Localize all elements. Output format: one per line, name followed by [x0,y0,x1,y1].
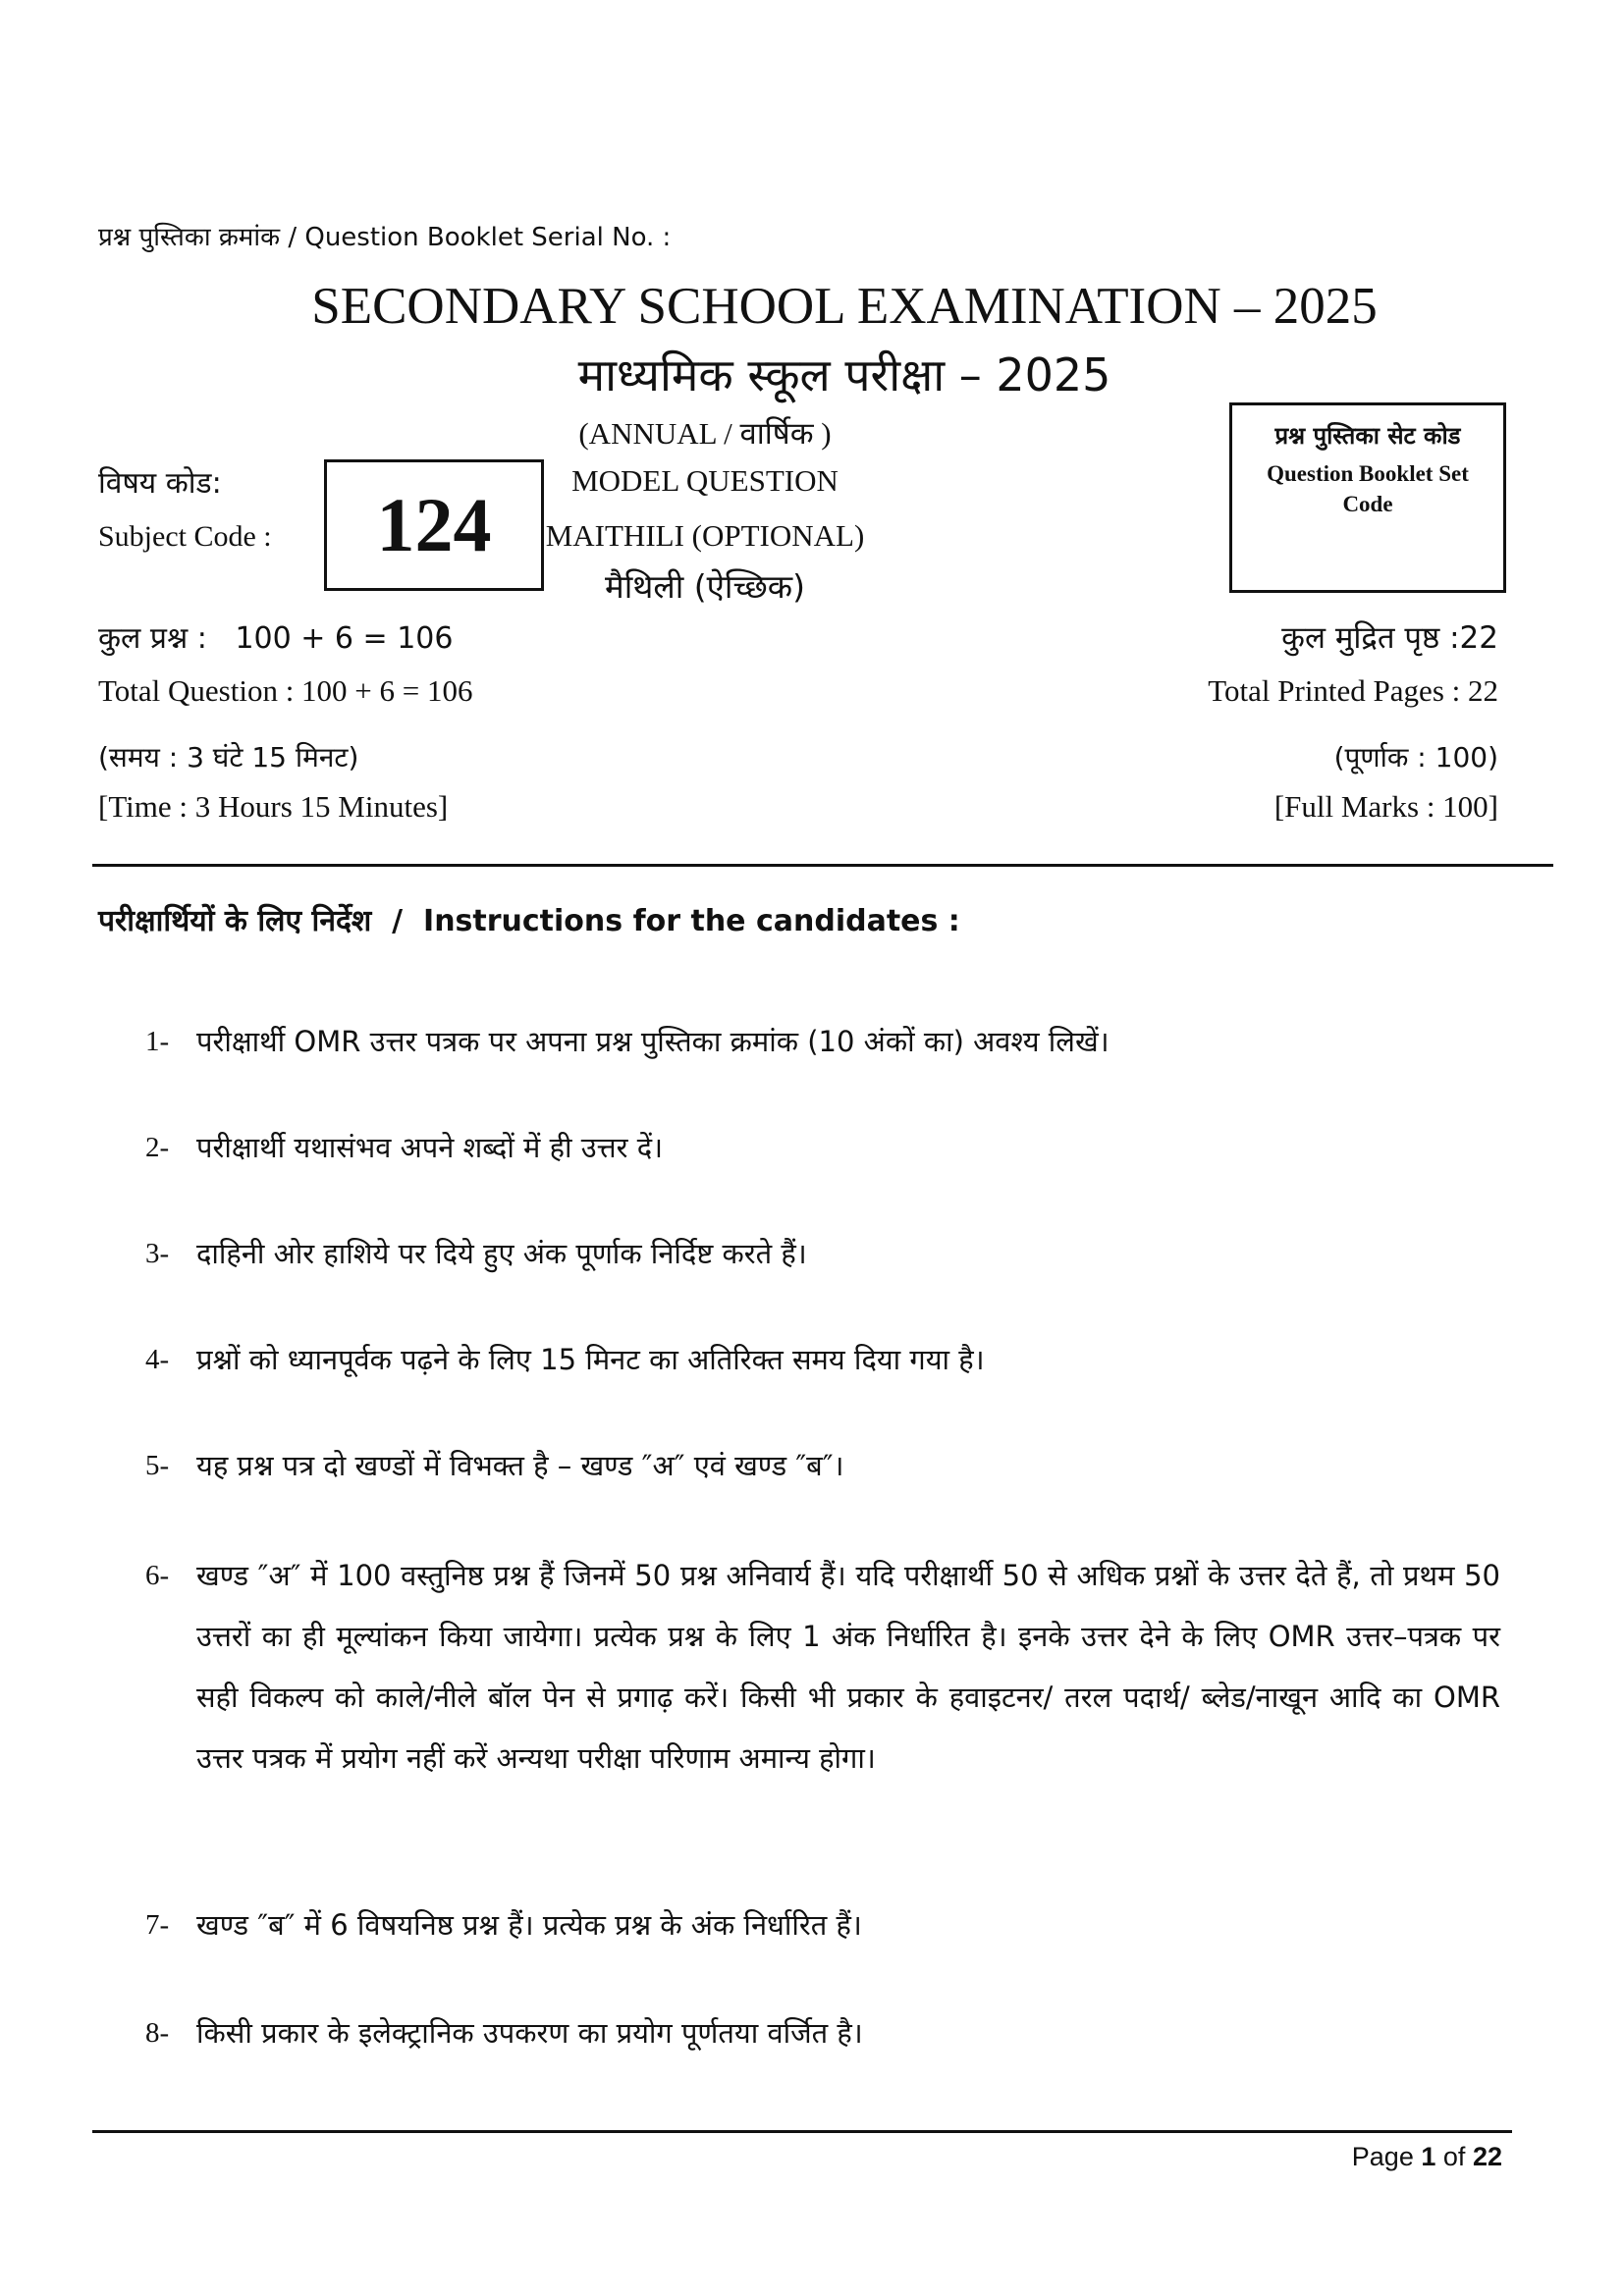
footer-divider [92,2130,1512,2133]
instruction-number: 1- [145,1026,170,1057]
total-pages-english: Total Printed Pages : 22 [1208,673,1498,708]
serial-number-label [98,218,671,253]
subject-name-hindi: मैथिली (ऐच्छिक) [605,567,805,606]
instruction-number: 4- [145,1344,170,1375]
page-current: 1 [1421,2142,1436,2171]
booklet-set-label-hindi: प्रश्न पुस्तिका सेट कोड [1274,422,1461,450]
subject-name-english: MAITHILI (OPTIONAL) [545,518,865,553]
instruction-number: 6- [145,1560,170,1591]
instruction-text: दाहिनी ओर हाशिये पर दिये हुए अंक पूर्णाक निर्दिष्ट करते हैं। [196,1237,807,1270]
instruction-text: खण्ड ″अ″ में 100 वस्तुनिष्ठ प्रश्न हैं जिनमें 50 प्रश्न अनिवार्य हैं। यदि परीक्षार्थी 50 से अधिक प्रश्नों के उत्तर देते हैं, तो प्रथम 50 उत्तरों का ही मूल्यांकन किया जायेगा। प्रत्येक प्रश्न के लिए 1 अंक निर्धारित है। इनके उत्तर देने के लिए OMR उत्तर–पत्रक पर सही विकल्प को काले/नीले बॉल पेन से प्रगाढ़ करें। किसी भी प्रकार के हवाइटनर/ तरल पदार्थ/ ब्लेड/नाखून आदि का OMR उत्तर पत्रक में प्रयोग नहीं करें अन्यथा परीक्षा परिणाम अमान्य होगा। [196,1559,1500,1775]
exam-title-hindi: माध्यमिक स्कूल परीक्षा – 2025 [577,348,1111,401]
subject-code-box [324,459,544,591]
instruction-item [145,1223,1500,1284]
instruction-item [145,1329,1500,1390]
time-hindi: (समय : 3 घंटे 15 मिनट) [98,741,359,774]
full-marks-english: [Full Marks : 100] [1273,789,1498,824]
instruction-number: 5- [145,1450,170,1481]
instruction-text: खण्ड ″ब″ में 6 विषयनिष्ठ प्रश्न हैं। प्रत्येक प्रश्न के अंक निर्धारित हैं। [196,1908,862,1942]
instruction-number: 7- [145,1909,170,1941]
instruction-text: परीक्षार्थी OMR उत्तर पत्रक पर अपना प्रश्न पुस्तिका क्रमांक (10 अंकों का) अवश्य लिखें। [196,1025,1110,1058]
exam-type-annual: (ANNUAL / वार्षिक ) [578,416,832,451]
booklet-set-label-english: Question Booklet Set Code [1267,461,1469,516]
instruction-item [145,1117,1500,1178]
instruction-number: 2- [145,1132,170,1163]
instruction-item [145,1011,1500,1072]
subject-code-label-hindi: विषय कोड: [98,466,222,501]
page-total: 22 [1472,2142,1502,2171]
subject-code-label-english: Subject Code : [98,520,272,553]
instruction-number: 3- [145,1238,170,1269]
page-of: of [1442,2142,1466,2171]
instruction-text: किसी प्रकार के इलेक्ट्रानिक उपकरण का प्रयोग पूर्णतया वर्जित है। [196,2016,863,2050]
instructions-heading: परीक्षार्थियों के लिए निर्देश / Instructions for the candidates : [98,904,960,938]
instruction-item [145,1895,1500,1955]
serial-label-text: प्रश्न पुस्तिका क्रमांक / Question Booklet Serial No. : [98,223,672,252]
header-divider [92,864,1553,867]
exam-title-english: SECONDARY SCHOOL EXAMINATION – 2025 [311,278,1378,335]
instruction-text: परीक्षार्थी यथासंभव अपने शब्दों में ही उत्तर दें। [196,1131,664,1164]
full-marks-hindi: (पूर्णाक : 100) [1333,741,1498,774]
instruction-item [145,1435,1500,1496]
subject-code-value: 124 [376,482,492,567]
instruction-number: 8- [145,2017,170,2049]
page-number [1352,2142,1502,2172]
total-pages-hindi: कुल मुद्रित पृष्ठ :22 [1281,620,1498,656]
page-prefix: Page [1351,2142,1414,2171]
instruction-item [145,1545,1500,1789]
model-question-label: MODEL QUESTION [571,463,839,498]
booklet-set-code-box [1229,402,1506,593]
total-question-hindi: कुल प्रश्न : 100 + 6 = 106 [98,621,454,656]
instruction-item [145,2002,1500,2063]
instruction-text: प्रश्नों को ध्यानपूर्वक पढ़ने के लिए 15 मिनट का अतिरिक्त समय दिया गया है। [196,1343,985,1376]
instruction-text: यह प्रश्न पत्र दो खण्डों में विभक्त है – खण्ड ″अ″ एवं खण्ड ″ब″। [196,1449,844,1482]
time-english: [Time : 3 Hours 15 Minutes] [98,789,449,824]
total-question-english: Total Question : 100 + 6 = 106 [98,673,473,708]
